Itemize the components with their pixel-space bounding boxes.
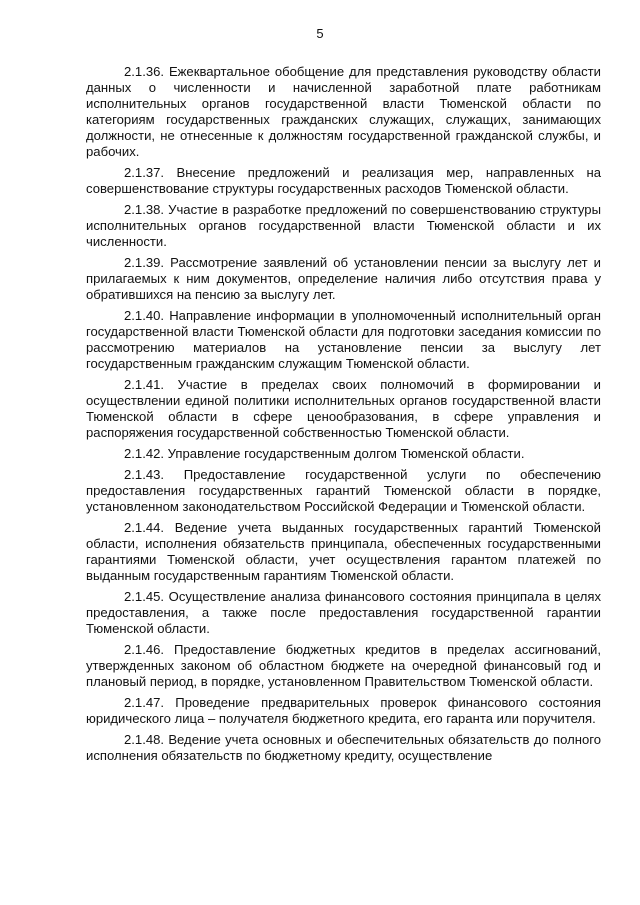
document-body — [86, 64, 601, 769]
paragraph-2-1-37: 2.1.37. Внесение предложений и реализация мер, направленных на совершенствование структуры государственных расходов Тюменской области. — [86, 165, 601, 196]
paragraph-2-1-47: 2.1.47. Проведение предварительных проверок финансового состояния юридического лица – получателя бюджетного кредита, его гаранта или поручителя. — [86, 695, 601, 726]
paragraph-2-1-40: 2.1.40. Направление информации в уполномоченный исполнительный орган государственной власти Тюменской области для подготовки заседания комиссии по рассмотрению материалов на установление пенсии за выслугу лет государственным гражданским служащим Тюменской области. — [86, 308, 601, 371]
paragraph-2-1-45: 2.1.45. Осуществление анализа финансового состояния принципала в целях предоставления, а также после предоставления государственной гарантии Тюменской области. — [86, 589, 601, 636]
paragraph-2-1-42: 2.1.42. Управление государственным долгом Тюменской области. — [124, 446, 525, 461]
paragraph-2-1-39: 2.1.39. Рассмотрение заявлений об установлении пенсии за выслугу лет и прилагаемых к ним документов, определение наличия либо отсутствия права у обратившихся на пенсию за выслугу лет. — [86, 255, 601, 302]
paragraph-2-1-44: 2.1.44. Ведение учета выданных государственных гарантий Тюменской области, исполнения обязательств принципала, обеспеченных государственными гарантиями Тюменской области, учет осуществления гарантом платежей по выданным государственным гарантиям Тюменской области. — [86, 520, 601, 583]
paragraph-2-1-46: 2.1.46. Предоставление бюджетных кредитов в пределах ассигнований, утвержденных законом об областном бюджете на очередной финансовый год и плановый период, в порядке, установленном Правительством Тюменской области. — [86, 642, 601, 689]
paragraph-2-1-41: 2.1.41. Участие в пределах своих полномочий в формировании и осуществлении единой политики исполнительных органов государственной власти Тюменской области в сфере ценообразования, в сфере управления и распоряжения государственной собственностью Тюменской области. — [86, 377, 601, 440]
paragraph-2-1-48: 2.1.48. Ведение учета основных и обеспечительных обязательств до полного исполнения обязательств по бюджетному кредиту, осуществление — [86, 732, 601, 763]
paragraph-2-1-36: 2.1.36. Ежеквартальное обобщение для представления руководству области данных о численности и начисленной заработной плате работникам исполнительных органов государственной власти Тюменской области по категориям государственных гражданских служащих, служащих, занимающих должности, не отнесенные к должностям государственной гражданской службы, и рабочих. — [86, 64, 601, 159]
page-number: 5 — [316, 26, 324, 41]
paragraph-2-1-43: 2.1.43. Предоставление государственной услуги по обеспечению предоставления государственных гарантий Тюменской области в порядке, установленном законодательством Российской Федерации и Тюменской области. — [86, 467, 601, 514]
paragraph-2-1-38: 2.1.38. Участие в разработке предложений по совершенствованию структуры исполнительных органов государственной власти Тюменской области и их численности. — [86, 202, 601, 249]
